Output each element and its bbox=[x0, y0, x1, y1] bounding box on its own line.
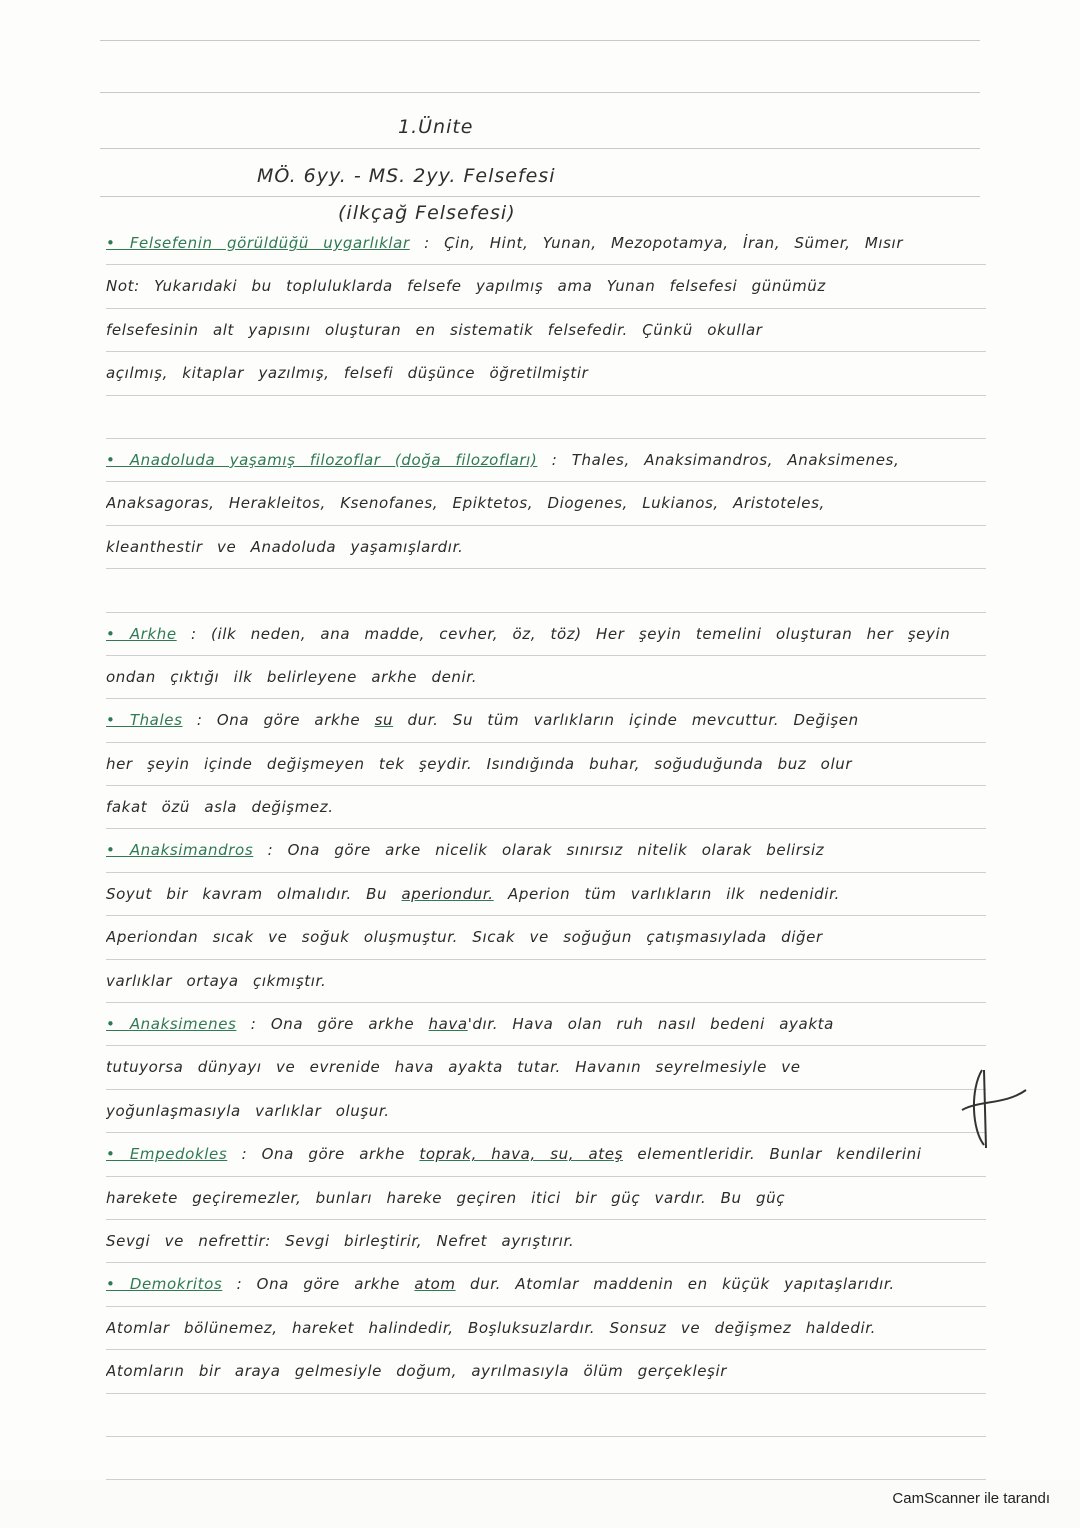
blank-line bbox=[106, 1437, 986, 1480]
note-line bbox=[106, 1177, 986, 1220]
note-text: Anaksagoras, Herakleitos, Ksenofanes, Epiktetos, Diogenes, Lukianos, Aristoteles, bbox=[106, 494, 825, 513]
note-text: dur. Su tüm varlıkların içinde mevcuttur. Değişen bbox=[393, 711, 859, 730]
note-text: Not: Yukarıdaki bu topluluklarda felsefe yapılmış ama Yunan felsefesi günümüz bbox=[106, 277, 826, 296]
topic-label: • Anaksimandros bbox=[106, 841, 254, 860]
note-text: : Çin, Hint, Yunan, Mezopotamya, İran, Sümer, Mısır bbox=[409, 234, 904, 252]
topic-label: • Empedokles bbox=[106, 1145, 228, 1164]
note-line bbox=[106, 1307, 986, 1350]
note-line bbox=[106, 656, 986, 699]
rule-line bbox=[100, 196, 980, 197]
note-text: : Ona göre arkhe bbox=[182, 711, 375, 730]
note-text: Sevgi ve nefrettir: Sevgi birleştirir, Nefret ayrıştırır. bbox=[106, 1231, 575, 1250]
note-line bbox=[106, 873, 986, 916]
note-text: Atomlar bölünemez, hareket halindedir, Boşluksuzlardır. Sonsuz ve değişmez haldedir. bbox=[106, 1318, 876, 1337]
note-line bbox=[106, 743, 986, 786]
note-text: varlıklar ortaya çıkmıştır. bbox=[106, 971, 327, 990]
underlined-term: toprak, hava, su, ateş bbox=[419, 1145, 623, 1164]
note-line bbox=[106, 916, 986, 959]
note-line bbox=[106, 960, 986, 1003]
unit-title: 1.Ünite bbox=[398, 116, 474, 138]
note-line bbox=[106, 699, 986, 742]
topic-label: • Demokritos bbox=[106, 1275, 223, 1294]
note-text: : Thales, Anaksimandros, Anaksimenes, bbox=[537, 450, 900, 469]
note-line bbox=[106, 526, 986, 569]
topic-label: • Thales bbox=[106, 711, 183, 730]
note-text: elementleridir. Bunlar kendilerini bbox=[622, 1145, 922, 1164]
note-text: 'dır. Hava olan ruh nasıl bedeni ayakta bbox=[467, 1015, 834, 1034]
underlined-term: hava bbox=[428, 1015, 468, 1034]
note-text: Atomların bir araya gelmesiyle doğum, ayrılmasıyla ölüm gerçekleşir bbox=[106, 1362, 727, 1381]
note-text: Aperiondan sıcak ve soğuk oluşmuştur. Sıcak ve soğuğun çatışmasıylada diğer bbox=[106, 928, 823, 947]
underlined-term: su bbox=[374, 711, 394, 730]
blank-line bbox=[106, 569, 986, 612]
rule-line bbox=[100, 148, 980, 149]
note-text: : Ona göre arkhe bbox=[227, 1145, 420, 1164]
topic-label: • Anadoluda yaşamış filozoflar (doğa filozofları) bbox=[106, 450, 538, 469]
scanner-watermark: CamScanner ile tarandı bbox=[892, 1490, 1050, 1507]
blank-line bbox=[106, 396, 986, 439]
note-text: : Ona göre arke nicelik olarak sınırsız nitelik olarak belirsiz bbox=[253, 841, 825, 860]
period-heading: MÖ. 6yy. - MS. 2yy. Felsefesi bbox=[257, 165, 556, 187]
signature-mark bbox=[960, 1060, 1030, 1150]
note-text: : Ona göre arkhe bbox=[222, 1275, 415, 1294]
topic-label: • Arkhe bbox=[106, 624, 177, 643]
note-line bbox=[106, 613, 986, 656]
note-text: Soyut bir kavram olmalıdır. Bu bbox=[106, 884, 402, 903]
note-line bbox=[106, 482, 986, 525]
note-line bbox=[106, 829, 986, 872]
note-text: dur. Atomlar maddenin en küçük yapıtaşlarıdır. bbox=[455, 1275, 895, 1294]
note-line bbox=[106, 439, 986, 482]
rule-line bbox=[100, 40, 980, 41]
note-line bbox=[106, 786, 986, 829]
note-text: harekete geçiremezler, bunları hareke geçiren itici bir güç vardır. Bu güç bbox=[106, 1188, 786, 1207]
note-text: tutuyorsa dünyayı ve evrenide hava ayakta tutar. Havanın seyrelmesiyle ve bbox=[106, 1058, 801, 1077]
note-line bbox=[106, 309, 986, 352]
note-line bbox=[106, 1003, 986, 1046]
note-text: Aperion tüm varlıkların ilk nedenidir. bbox=[493, 884, 840, 903]
note-line bbox=[106, 1133, 986, 1176]
note-line bbox=[106, 1350, 986, 1393]
note-text: kleanthestir ve Anadoluda yaşamışlardır. bbox=[106, 537, 464, 556]
topic-label: • Anaksimenes bbox=[106, 1015, 237, 1034]
note-line bbox=[106, 1090, 986, 1133]
note-line bbox=[106, 352, 986, 395]
note-text: : (ilk neden, ana madde, cevher, öz, töz) Her şeyin temelini oluşturan her şeyin bbox=[176, 624, 951, 643]
note-line bbox=[106, 1263, 986, 1306]
note-line bbox=[106, 1220, 986, 1263]
rule-line bbox=[100, 92, 980, 93]
note-text: ondan çıktığı ilk belirleyene arkhe denir. bbox=[106, 667, 478, 686]
underlined-term: atom bbox=[414, 1275, 456, 1294]
note-line bbox=[106, 1046, 986, 1089]
note-text: her şeyin içinde değişmeyen tek şeydir. Isındığında buhar, soğuduğunda buz olur bbox=[106, 754, 853, 773]
blank-line bbox=[106, 1394, 986, 1437]
notes-body bbox=[106, 222, 986, 1480]
note-line bbox=[106, 265, 986, 308]
underlined-term: aperiondur. bbox=[401, 884, 494, 903]
note-line bbox=[106, 222, 986, 265]
note-text: felsefesinin alt yapısını oluşturan en sistematik felsefedir. Çünkü okullar bbox=[106, 320, 763, 339]
note-text: : Ona göre arkhe bbox=[236, 1015, 429, 1034]
era-heading: (ilkçağ Felsefesi) bbox=[338, 202, 516, 224]
topic-label: • Felsefenin görüldüğü uygarlıklar bbox=[106, 234, 410, 252]
note-text: fakat özü asla değişmez. bbox=[106, 798, 334, 817]
note-text: açılmış, kitaplar yazılmış, felsefi düşünce öğretilmiştir bbox=[106, 364, 589, 383]
note-text: yoğunlaşmasıyla varlıklar oluşur. bbox=[106, 1101, 390, 1120]
